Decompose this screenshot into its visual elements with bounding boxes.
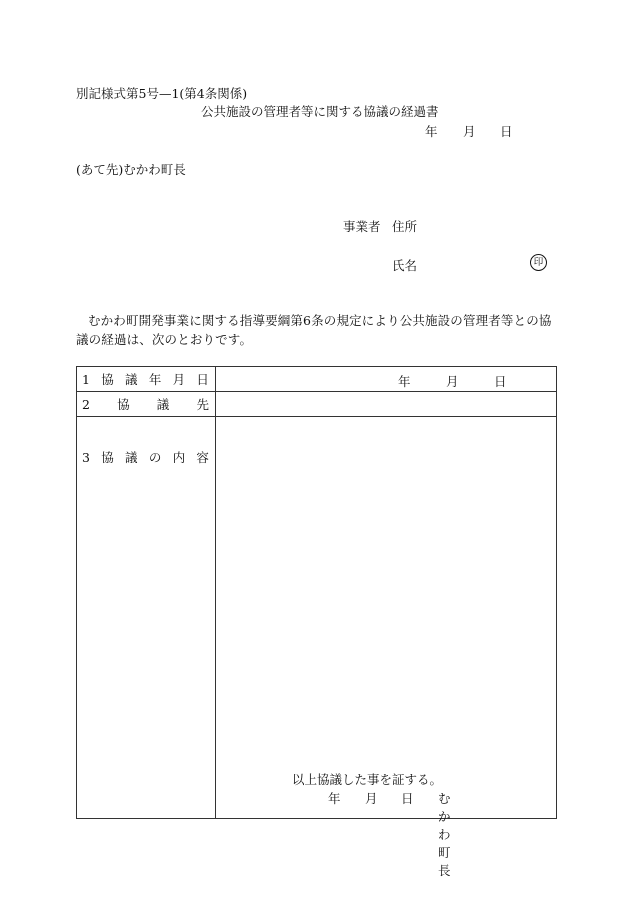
cert-date-month: 月 [365, 791, 378, 806]
label-char: の [148, 450, 162, 465]
table-row [77, 392, 557, 417]
table-row [77, 367, 557, 392]
consultation-content-field[interactable] [216, 417, 557, 878]
header-date-day: 日 [500, 124, 513, 139]
label-char: 月 [172, 372, 186, 387]
label-char: 年 [148, 372, 162, 387]
label-char: 先 [196, 397, 209, 412]
address-label: 住所 [392, 219, 418, 234]
label-char: 議 [125, 372, 138, 387]
consultation-table [76, 366, 557, 878]
header-date-month: 月 [463, 124, 476, 139]
field-date-year: 年 [398, 374, 411, 389]
row-number: 2 [82, 396, 90, 412]
row-number: 1 [82, 371, 90, 387]
addressee: (あて先)むかわ町長 [76, 162, 186, 177]
label-char: 議 [156, 397, 170, 412]
cert-date-year: 年 [328, 791, 341, 806]
field-date-month: 月 [446, 374, 459, 389]
label-char: 内 [172, 450, 186, 465]
certification-text: 以上協議した事を証する。 [292, 772, 443, 787]
row-label-content [77, 417, 216, 819]
row-label-date [77, 367, 216, 392]
label-char: 議 [125, 450, 138, 465]
body-paragraph: むかわ町開発事業に関する指導要綱第6条の規定により公共施設の管理者等との協議の経過は、次のとおりです。 [76, 313, 552, 347]
header-date-year: 年 [425, 124, 438, 139]
row-label-party [77, 392, 216, 417]
label-char: 協 [117, 397, 130, 412]
label-char: 協 [101, 372, 114, 387]
field-date-day: 日 [494, 374, 507, 389]
label-char: 容 [196, 450, 209, 465]
applicant-label: 事業者 [343, 219, 381, 234]
header-date [425, 122, 515, 138]
form-id: 別記様式第5号—1(第4条関係) [76, 86, 248, 101]
label-char: 協 [101, 450, 114, 465]
seal-mark: 印 [530, 254, 547, 271]
signer-name: むかわ町長 [438, 791, 451, 878]
table-row [77, 417, 557, 819]
consultation-party-field[interactable] [216, 392, 557, 417]
cert-date-day: 日 [401, 791, 414, 806]
row-number: 3 [82, 449, 90, 465]
label-char: 日 [196, 372, 209, 387]
name-label: 氏名 [392, 258, 418, 273]
consultation-date-field[interactable] [216, 367, 557, 392]
document-title: 公共施設の管理者等に関する協議の経過書 [201, 104, 439, 119]
